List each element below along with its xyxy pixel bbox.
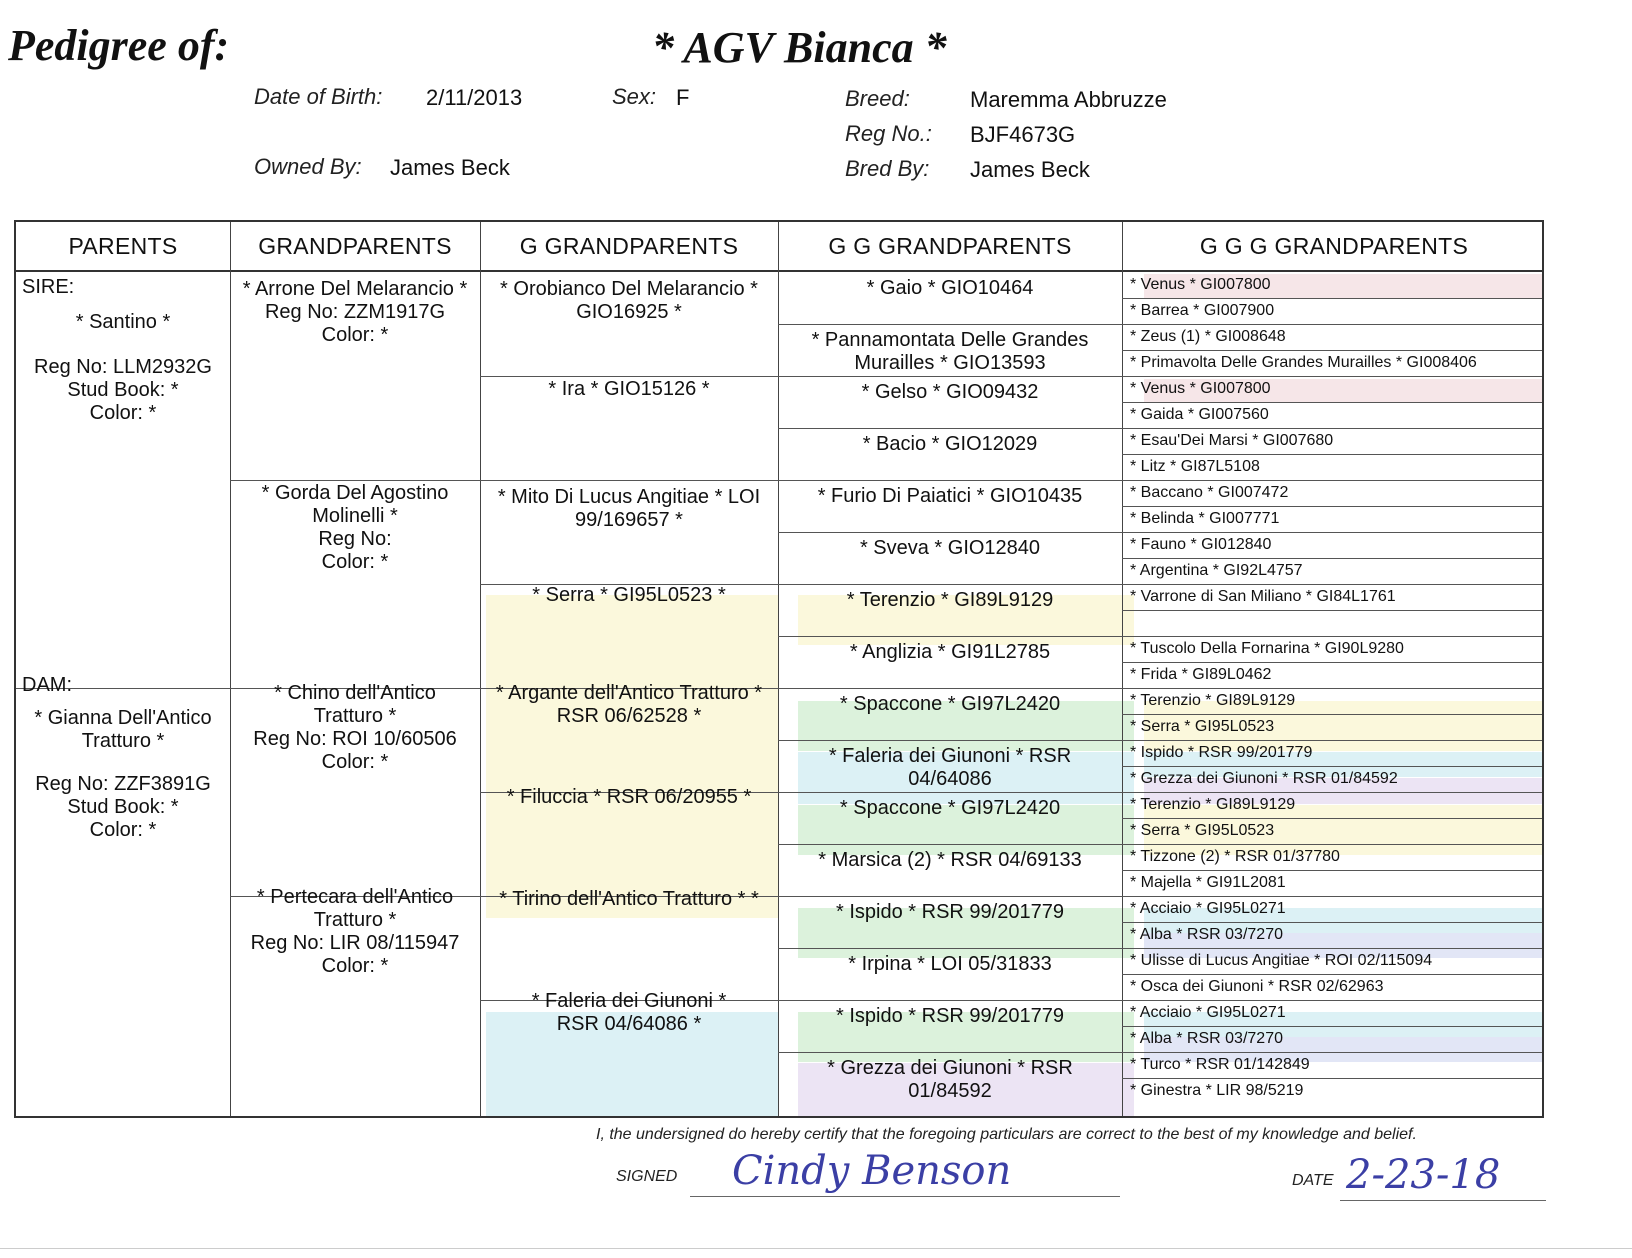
ggg-grandparent-cell: * Varrone di San Miliano * GI84L1761 (1130, 588, 1396, 605)
pedigree-label: Pedigree of: (8, 21, 230, 70)
gg-grandparent-cell: * Terenzio * GI89L9129 (846, 589, 1054, 611)
col-header-ggg-grandparents: G G G GRANDPARENTS (1122, 222, 1544, 272)
date-label: DATE (1292, 1172, 1334, 1189)
sire-name: * Santino * (75, 311, 171, 333)
breed-value: Maremma Abbruzze (970, 87, 1167, 112)
ggg-grandparent-cell: * Serra * GI95L0523 (1130, 822, 1275, 839)
grandparent-cell (230, 474, 480, 574)
grandparent-name: * Pertecara dell'Antico Tratturo * (256, 886, 454, 931)
ggg-grandparent-cell: * Zeus (1) * GI008648 (1130, 328, 1286, 345)
ggg-grandparent-cell: * Terenzio * GI89L9129 (1130, 692, 1296, 709)
gg-grandparent-cell: * Spaccone * GI97L2420 (839, 797, 1061, 819)
grandparent-reg: Reg No: ROI 10/60506 (253, 728, 457, 750)
grandparent-reg: Reg No: ZZM1917G (264, 301, 446, 323)
col-header-g-grandparents: G GRANDPARENTS (480, 222, 778, 272)
dam-color: Color: * (89, 819, 157, 841)
ggg-grandparent-cell: * Osca dei Giunoni * RSR 02/62963 (1130, 978, 1384, 995)
gg-grandparent-cell: * Irpina * LOI 05/31833 (848, 953, 1052, 975)
ggg-grandparent-cell: * Esau'Dei Marsi * GI007680 (1130, 432, 1334, 449)
ggg-grandparent-cell: * Alba * RSR 03/7270 (1130, 1030, 1283, 1047)
ggg-grandparent-cell: * Litz * GI87L5108 (1130, 458, 1260, 475)
signed-date: 2-23-18 (1346, 1152, 1501, 1198)
grandparent-color: Color: * (321, 551, 389, 573)
ggg-grandparent-cell: * Belinda * GI007771 (1130, 510, 1280, 527)
g-grandparent-cell: * Mito Di Lucus Angitiae * LOI 99/169657 * (497, 486, 761, 531)
ggg-grandparent-cell: * Acciaio * GI95L0271 (1130, 1004, 1286, 1021)
signature: Cindy Benson (732, 1148, 1012, 1194)
divider (230, 222, 231, 1116)
g-grandparent-cell: * Ira * GIO15126 * (548, 378, 710, 400)
ggg-grandparent-cell: * Grezza dei Giunoni * RSR 01/84592 (1130, 770, 1398, 787)
ggg-grandparent-cell: * Ulisse di Lucus Angitiae * ROI 02/115094 (1130, 952, 1433, 969)
gg-grandparent-cell: * Gaio * GIO10464 (866, 277, 1034, 299)
sire-reg: Reg No: LLM2932G (34, 356, 212, 378)
bred-value: James Beck (970, 157, 1090, 182)
ggg-grandparent-cell: * Serra * GI95L0523 (1130, 718, 1275, 735)
ggg-grandparent-cell: * Terenzio * GI89L9129 (1130, 796, 1296, 813)
g-grandparent-cell: * Tirino dell'Antico Tratturo * * (499, 888, 759, 910)
highlight-serra (486, 595, 778, 918)
grandparent-name: * Gorda Del Agostino Molinelli * (261, 482, 449, 527)
dam-reg: Reg No: ZZF3891G (35, 773, 211, 795)
grandparent-reg: Reg No: (318, 528, 392, 550)
ggg-grandparent-cell: * Ginestra * LIR 98/5219 (1130, 1082, 1304, 1099)
dam-studbook: Stud Book: * (67, 796, 179, 818)
ggg-grandparent-cell (1124, 610, 1544, 636)
g-grandparent-cell: * Faleria dei Giunoni * RSR 04/64086 * (531, 990, 727, 1035)
col-header-parents: PARENTS (16, 222, 230, 272)
grandparent-cell (230, 878, 480, 978)
dog-name: * AGV Bianca * (652, 23, 947, 72)
ggg-grandparent-cell: * Turco * RSR 01/142849 (1130, 1056, 1310, 1073)
ggg-grandparent-cell: * Fauno * GI012840 (1130, 536, 1272, 553)
pedigree-table (14, 220, 1544, 1118)
ggg-grandparent-cell: * Argentina * GI92L4757 (1130, 562, 1303, 579)
grandparent-color: Color: * (321, 324, 389, 346)
sire-label: SIRE: (22, 276, 75, 298)
dam-name: * Gianna Dell'Antico Tratturo * (34, 707, 212, 752)
owned-label: Owned By: (254, 154, 362, 179)
gg-grandparent-cell: * Faleria dei Giunoni * RSR 04/64086 (828, 745, 1072, 790)
col-header-grandparents: GRANDPARENTS (230, 222, 480, 272)
ggg-grandparent-cell: * Venus * GI007800 (1130, 380, 1271, 397)
ggg-grandparent-cell: * Ispido * RSR 99/201779 (1130, 744, 1313, 761)
ggg-grandparent-cell: * Baccano * GI007472 (1130, 484, 1289, 501)
g-grandparent-cell: * Filuccia * RSR 06/20955 * (506, 786, 752, 808)
ggg-grandparent-cell: * Tizzone (2) * RSR 01/37780 (1130, 848, 1340, 865)
ggg-grandparent-cell: * Barrea * GI007900 (1130, 302, 1275, 319)
ggg-grandparent-cell: * Venus * GI007800 (1130, 276, 1271, 293)
divider (778, 222, 779, 1116)
dam-cell (16, 670, 230, 1118)
ggg-grandparent-cell: * Tuscolo Della Fornarina * GI90L9280 (1130, 640, 1404, 657)
ggg-grandparent-cell: * Gaida * GI007560 (1130, 406, 1269, 423)
ggg-grandparent-cell: * Frida * GI89L0462 (1130, 666, 1272, 683)
regno-value: BJF4673G (970, 122, 1076, 147)
regno-label: Reg No.: (845, 121, 932, 146)
gg-grandparent-cell: * Ispido * RSR 99/201779 (836, 901, 1064, 923)
gg-grandparent-cell: * Ispido * RSR 99/201779 (836, 1005, 1064, 1027)
ggg-grandparent-cell: * Acciaio * GI95L0271 (1130, 900, 1286, 917)
grandparent-color: Color: * (321, 955, 389, 977)
certification-statement: I, the undersigned do hereby certify that the foregoing particulars are correct to the best of my knowledge and belief. (596, 1126, 1417, 1143)
grandparent-cell (230, 670, 480, 774)
ggg-grandparent-cell: * Primavolta Delle Grandes Murailles * GI008406 (1130, 354, 1477, 371)
signed-label: SIGNED (616, 1168, 678, 1185)
gg-grandparent-cell: * Marsica (2) * RSR 04/69133 (818, 849, 1082, 871)
sire-studbook: Stud Book: * (67, 379, 179, 401)
gg-grandparent-cell: * Spaccone * GI97L2420 (839, 693, 1061, 715)
dob-value: 2/11/2013 (426, 85, 523, 110)
gg-grandparent-cell: * Gelso * GIO09432 (861, 381, 1039, 403)
gg-grandparent-cell: * Bacio * GIO12029 (862, 433, 1038, 455)
col-header-gg-grandparents: G G GRANDPARENTS (778, 222, 1122, 272)
sex-label: Sex: (612, 84, 657, 109)
breed-label: Breed: (845, 86, 910, 111)
gg-grandparent-cell: * Grezza dei Giunoni * RSR 01/84592 (827, 1057, 1073, 1102)
dob-label: Date of Birth: (254, 84, 383, 109)
page-bottom-rule (0, 1248, 1632, 1249)
g-grandparent-cell: * Serra * GI95L0523 * (532, 584, 726, 606)
grandparent-name: * Chino dell'Antico Tratturo * (274, 682, 436, 727)
grandparent-name: * Arrone Del Melarancio * (242, 278, 468, 300)
owned-value: James Beck (390, 155, 510, 180)
sex-value: F (676, 85, 690, 110)
g-grandparent-cell: * Orobianco Del Melarancio * GIO16925 * (500, 278, 758, 323)
signature-line (690, 1196, 1120, 1197)
gg-grandparent-cell: * Furio Di Paiatici * GIO10435 (817, 485, 1083, 507)
grandparent-reg: Reg No: LIR 08/115947 (250, 932, 460, 954)
sire-color: Color: * (89, 402, 157, 424)
divider (1122, 222, 1123, 1116)
date-line (1340, 1200, 1546, 1201)
g-grandparent-cell: * Argante dell'Antico Tratturo * RSR 06/62528 * (495, 682, 763, 727)
dam-label: DAM: (22, 674, 72, 696)
gg-grandparent-cell: * Sveva * GIO12840 (859, 537, 1041, 559)
bred-label: Bred By: (845, 156, 930, 181)
grandparent-color: Color: * (321, 751, 389, 773)
sire-cell (16, 272, 230, 670)
gg-grandparent-cell: * Anglizia * GI91L2785 (849, 641, 1051, 663)
ggg-grandparent-cell: * Majella * GI91L2081 (1130, 874, 1286, 891)
ggg-grandparent-cell: * Alba * RSR 03/7270 (1130, 926, 1283, 943)
grandparent-cell (230, 272, 480, 347)
gg-grandparent-cell: * Pannamontata Delle Grandes Murailles * GIO13593 (811, 329, 1089, 374)
